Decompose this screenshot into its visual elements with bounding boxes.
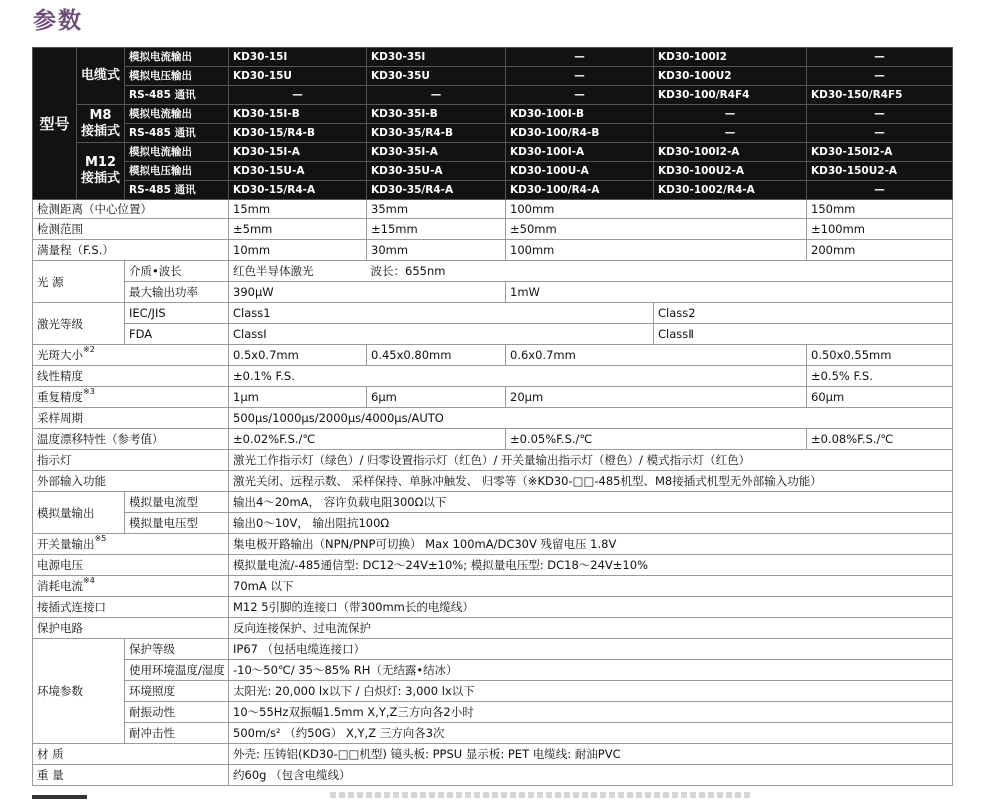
spec-value: 200mm [807,240,953,261]
spec-label [33,387,229,408]
spec-row-power-supply [33,555,953,576]
spec-label: 光 源 [33,261,125,303]
model-cell: — [367,86,506,105]
model-cell: KD30-35I [367,48,506,67]
model-cell: KD30-100/R4-B [506,124,654,143]
spec-value: 20μm [506,387,807,408]
spec-sublabel: 模拟量电压型 [125,513,229,534]
spec-row-env [33,702,953,723]
model-cell: KD30-100/R4F4 [654,86,807,105]
model-cell: KD30-15I-B [229,105,367,124]
model-cell: KD30-1002/R4-A [654,181,807,200]
spec-value: ±50mm [506,219,807,240]
spec-value: 约60g （包含电缆线） [229,765,953,786]
spec-label: 环境参数 [33,639,125,744]
model-cell: — [807,124,953,143]
spec-value: 波长：655nm [367,261,953,282]
footnote-mark: ※2 [83,345,95,354]
spec-sublabel: 保护等级 [125,639,229,660]
model-cell: KD30-15/R4-A [229,181,367,200]
spec-value: 激光关闭、远程示数、 采样保持、单脉冲触发、 归零等（※KD30-□□-485机型、M8接插式机型无外部输入功能） [229,471,953,492]
footer-bar [32,795,87,799]
model-cell: KD30-100I2 [654,48,807,67]
group-m8: M8 接插式 [77,105,125,143]
spec-value: 6μm [367,387,506,408]
spec-sublabel: 环境照度 [125,681,229,702]
spec-row-repeat [33,387,953,408]
spec-label-text: 消耗电流 [37,579,83,593]
model-cell: KD30-150U2-A [807,162,953,181]
spec-row-env [33,681,953,702]
spec-label: 接插式连接口 [33,597,229,618]
footer-faint-text [330,792,750,798]
spec-table [32,47,953,786]
model-cell: KD30-35I-A [367,143,506,162]
spec-value: IP67 （包括电缆连接口） [229,639,953,660]
spec-value: Class2 [654,303,953,324]
spec-row-range [33,219,953,240]
spec-label [33,345,229,366]
spec-value: 0.6x0.7mm [506,345,807,366]
spec-label: 保护电路 [33,618,229,639]
spec-value: 0.5x0.7mm [229,345,367,366]
model-cell: — [807,105,953,124]
model-row [33,162,953,181]
spec-row-fda [33,324,953,345]
spec-value: 100mm [506,200,807,219]
spec-label: 激光等级 [33,303,125,345]
spec-row-distance [33,200,953,219]
model-row [33,86,953,105]
model-cell: — [654,124,807,143]
model-row [33,143,953,162]
spec-value: 60μm [807,387,953,408]
spec-label: 满量程（F.S.） [33,240,229,261]
spec-row-env [33,639,953,660]
spec-value: ClassⅠ [229,324,654,345]
spec-row-indicator [33,450,953,471]
spec-row-env [33,660,953,681]
model-cell: KD30-100U2-A [654,162,807,181]
row-label: RS-485 通讯 [125,86,229,105]
spec-value: 70mA 以下 [229,576,953,597]
model-row [33,48,953,67]
spec-row-laser [33,303,953,324]
spec-row-material [33,744,953,765]
row-label: 模拟电压输出 [125,67,229,86]
spec-row-protect [33,618,953,639]
spec-sublabel: 模拟量电流型 [125,492,229,513]
model-cell: — [807,181,953,200]
spec-row-linearity [33,366,953,387]
spec-label: 采样周期 [33,408,229,429]
spec-value: 500μs/1000μs/2000μs/4000μs/AUTO [229,408,953,429]
spec-value: 0.50x0.55mm [807,345,953,366]
spec-sublabel: 使用环境温度/湿度 [125,660,229,681]
spec-value: Class1 [229,303,654,324]
row-label: RS-485 通讯 [125,181,229,200]
spec-value: 150mm [807,200,953,219]
model-row [33,124,953,143]
spec-label [33,534,229,555]
spec-value: 1mW [506,282,953,303]
spec-label-text: 光斑大小 [37,348,83,362]
model-cell: KD30-35/R4-A [367,181,506,200]
spec-label: 检测范围 [33,219,229,240]
model-cell: KD30-35I-B [367,105,506,124]
spec-value: ±15mm [367,219,506,240]
model-cell: — [506,48,654,67]
model-header: 型号 [33,48,77,200]
spec-sublabel: 最大输出功率 [125,282,229,303]
spec-row-light [33,261,953,282]
spec-label: 线性精度 [33,366,229,387]
spec-row-sampling [33,408,953,429]
group-m12: M12 接插式 [77,143,125,200]
spec-value: 输出4～20mA， 容许负载电阻300Ω以下 [229,492,953,513]
spec-value: 0.45x0.80mm [367,345,506,366]
spec-row-drift [33,429,953,450]
model-cell: KD30-150I2-A [807,143,953,162]
spec-value: 输出0～10V， 输出阻抗100Ω [229,513,953,534]
model-cell: KD30-35/R4-B [367,124,506,143]
spec-value: 集电极开路输出（NPN/PNP可切换） Max 100mA/DC30V 残留电压 1.8V [229,534,953,555]
model-cell: KD30-35U-A [367,162,506,181]
spec-value: M12 5引脚的连接口（带300mm长的电缆线） [229,597,953,618]
spec-value: ClassⅡ [654,324,953,345]
spec-sublabel: IEC/JIS [125,303,229,324]
spec-label: 外部输入功能 [33,471,229,492]
row-label: 模拟电流输出 [125,143,229,162]
spec-row-env [33,723,953,744]
spec-value: 模拟量电流/-485通信型: DC12～24V±10%; 模拟量电压型: DC18～24V±10% [229,555,953,576]
model-cell: — [807,67,953,86]
spec-value: 15mm [229,200,367,219]
spec-label: 材 质 [33,744,229,765]
model-cell: — [654,105,807,124]
spec-value: -10～50℃/ 35～85% RH（无结露•结冰） [229,660,953,681]
group-cable: 电缆式 [77,48,125,105]
spec-value: 390μW [229,282,506,303]
spec-sublabel: 耐冲击性 [125,723,229,744]
spec-value: 反向连接保护、过电流保护 [229,618,953,639]
spec-label [33,576,229,597]
spec-value: ±0.5% F.S. [807,366,953,387]
spec-value: 10～55Hz双振幅1.5mm X,Y,Z三方向各2小时 [229,702,953,723]
spec-value: ±0.05%F.S./℃ [506,429,807,450]
spec-row-current [33,576,953,597]
model-cell: KD30-15I-A [229,143,367,162]
spec-value: ±0.02%F.S./℃ [229,429,506,450]
row-label: 模拟电压输出 [125,162,229,181]
model-cell: — [506,86,654,105]
spec-value: 35mm [367,200,506,219]
footnote-mark: ※3 [83,387,95,396]
spec-label-text: 开关量输出 [37,537,95,551]
model-cell: KD30-15I [229,48,367,67]
spec-value: ±0.1% F.S. [229,366,807,387]
spec-row-spot [33,345,953,366]
model-cell: KD30-15U [229,67,367,86]
spec-label: 重 量 [33,765,229,786]
model-cell: KD30-100I2-A [654,143,807,162]
spec-sublabel: 耐振动性 [125,702,229,723]
spec-label: 检测距离（中心位置） [33,200,229,219]
spec-sublabel: 介质•波长 [125,261,229,282]
model-row [33,181,953,200]
footnote-mark: ※4 [83,576,95,585]
model-cell: KD30-15/R4-B [229,124,367,143]
model-cell: — [506,67,654,86]
model-row [33,105,953,124]
model-cell: KD30-15U-A [229,162,367,181]
spec-row-fs [33,240,953,261]
spec-label: 电源电压 [33,555,229,576]
spec-value: 500m/s² （约50G） X,Y,Z 三方向各3次 [229,723,953,744]
spec-row-analog-vol [33,513,953,534]
model-cell: KD30-150/R4F5 [807,86,953,105]
model-cell: KD30-100U2 [654,67,807,86]
spec-row-ext-input [33,471,953,492]
spec-value: ±100mm [807,219,953,240]
spec-value: 激光工作指示灯（绿色）/ 归零设置指示灯（红色）/ 开关量输出指示灯（橙色）/ 模式指示灯（红色） [229,450,953,471]
spec-label: 指示灯 [33,450,229,471]
spec-value: 30mm [367,240,506,261]
model-row [33,67,953,86]
spec-label: 模拟量输出 [33,492,125,534]
spec-sublabel: FDA [125,324,229,345]
spec-row-connector [33,597,953,618]
row-label: RS-485 通讯 [125,124,229,143]
model-cell: KD30-35U [367,67,506,86]
model-cell: — [807,48,953,67]
model-cell: KD30-100U-A [506,162,654,181]
spec-label: 温度漂移特性（参考值） [33,429,229,450]
spec-value: 10mm [229,240,367,261]
spec-value: ±5mm [229,219,367,240]
model-cell: KD30-100I-A [506,143,654,162]
spec-row-power [33,282,953,303]
model-cell: — [229,86,367,105]
spec-row-switch [33,534,953,555]
spec-value: ±0.08%F.S./℃ [807,429,953,450]
spec-value: 红色半导体激光 [229,261,367,282]
page-title: 参数 [33,8,83,34]
spec-label-text: 重复精度 [37,390,83,404]
spec-value: 1μm [229,387,367,408]
spec-value: 100mm [506,240,807,261]
row-label: 模拟电流输出 [125,105,229,124]
footnote-mark: ※5 [94,534,107,543]
spec-value: 外壳: 压铸铝(KD30-□□机型) 镜头板: PPSU 显示板: PET 电缆线: 耐油PVC [229,744,953,765]
spec-row-weight [33,765,953,786]
row-label: 模拟电流输出 [125,48,229,67]
spec-value: 太阳光: 20,000 lx以下 / 白炽灯: 3,000 lx以下 [229,681,953,702]
model-cell: KD30-100/R4-A [506,181,654,200]
model-cell: KD30-100I-B [506,105,654,124]
spec-row-analog-cur [33,492,953,513]
